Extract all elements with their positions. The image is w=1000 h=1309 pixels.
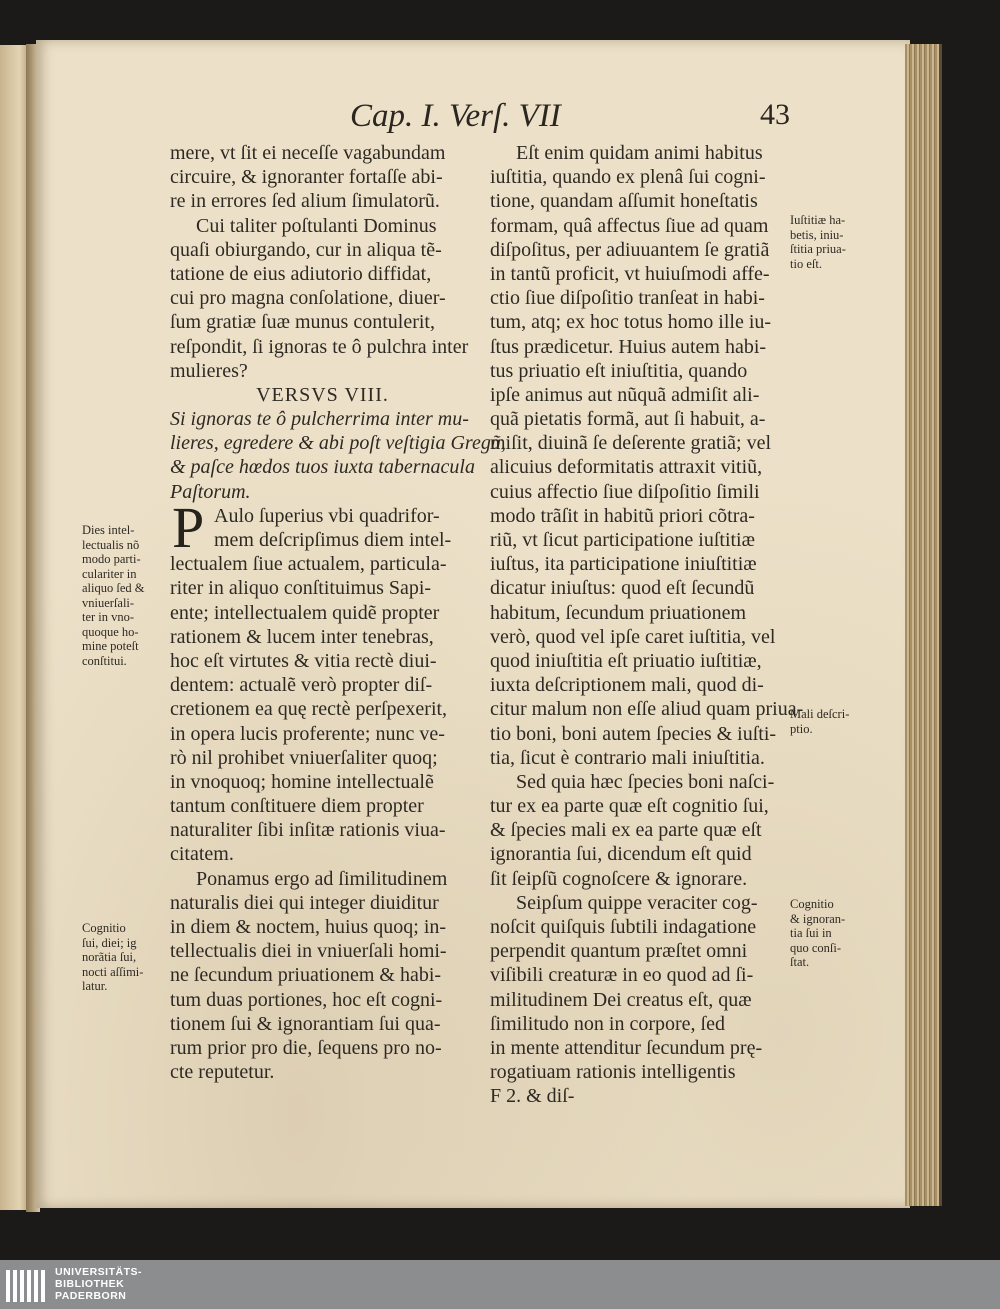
- margin-note-line: conſtitui.: [82, 653, 127, 668]
- text-line: cui pro magna conſolatione, diuer-: [170, 287, 446, 310]
- text-line: citur malum non eſſe aliud quam priua-: [490, 698, 804, 721]
- text-line: Aulo ſuperius vbi quadrifor-: [214, 504, 440, 527]
- text-line: formam, quâ affectus ſiue ad quam: [490, 214, 769, 237]
- text-line: iuſtus, ita participatione iniuſtitiæ: [490, 553, 757, 576]
- margin-note-line: mine poteſt: [82, 639, 139, 653]
- text-line: ſit ſeipſũ cognoſcere & ignorare.: [490, 867, 748, 890]
- text-line: riũ, vt ſicut participatione iuſtitiæ: [490, 529, 755, 551]
- text-line: mere, vt ſit ei neceſſe vagabundam: [170, 142, 446, 164]
- text-line: diſpoſitus, per adiuuantem ſe gratiã: [490, 238, 770, 261]
- text-line: dicatur iniuſtus: quod eſt ſecundũ: [490, 577, 755, 600]
- text-line: miſit, diuinã ſe deſerente gratiã; vel: [490, 432, 772, 455]
- library-logo-text: [55, 1266, 142, 1302]
- margin-note-line: betis, iniu-: [790, 227, 844, 242]
- text-line: ipſe animus aut nũquã admiſit ali-: [490, 383, 760, 406]
- text-line: rò nil prohibet vniuerſaliter quoq;: [170, 746, 438, 769]
- margin-note-cognitio-left: [82, 921, 172, 994]
- margin-note-line: ſui, diei; ig: [82, 935, 137, 950]
- text-line: quaſi obiurgando, cur in aliqua tẽ-: [170, 238, 442, 261]
- margin-note-line: quoque ho-: [82, 624, 139, 639]
- text-line: ſimilitudo non in corpore, ſed: [490, 1012, 725, 1035]
- margin-note-mali: [790, 707, 880, 736]
- text-line: habitum, ſecundum priuationem: [490, 601, 747, 624]
- text-line: alicuius deformitatis attraxit vitiũ,: [490, 456, 763, 479]
- text-line: ente; intellectualem quidẽ propter: [170, 601, 440, 624]
- footer-band: [0, 1260, 1000, 1309]
- running-header: [350, 98, 790, 138]
- text-line: reſpondit, ſi ignoras te ô pulchra inter: [170, 335, 469, 358]
- margin-note-line: Iuſtitiæ ha-: [790, 213, 846, 227]
- text-line: tellectualis diei in vniuerſali homi-: [170, 940, 447, 963]
- text-line: hoc eſt virtutes & vitia rectè diui-: [170, 649, 437, 672]
- text-line: noſcit quiſquis ſubtili indagatione: [490, 916, 757, 938]
- margin-note-line: Mali deſcri-: [790, 707, 850, 721]
- margin-note-line: culariter in: [82, 566, 137, 581]
- text-line: rationem & lucem inter tenebras,: [170, 625, 434, 648]
- text-line: ignorantia ſui, dicendum eſt quid: [490, 843, 752, 866]
- text-line: circuire, & ignoranter fortaſſe abi-: [170, 166, 443, 189]
- margin-note-line: Cognitio: [790, 897, 834, 911]
- text-line: tantum conſtituere diem propter: [170, 795, 424, 818]
- text-line: ne ſecundum priuationem & habi-: [170, 964, 442, 987]
- text-column-left: [170, 141, 506, 1084]
- text-line: & paſce hœdos tuos iuxta tabernacula: [170, 456, 475, 479]
- page-stack-edge: [905, 44, 942, 1206]
- header-title: Cap. I. Verſ. VII: [350, 98, 561, 134]
- text-line: mem deſcripſimus diem intel-: [214, 529, 452, 551]
- margin-note-line: ptio.: [790, 721, 813, 736]
- text-line: tus priuatio eſt iniuſtitia, quando: [490, 359, 748, 382]
- margin-note-line: norãtia ſui,: [82, 950, 137, 964]
- text-line: in mente attenditur ſecundum prę-: [490, 1036, 763, 1059]
- margin-note-line: ſtat.: [790, 955, 810, 969]
- text-line: militudinem Dei creatus eſt, quæ: [490, 988, 752, 1011]
- text-line: verò, quod vel ipſe caret iuſtitia, vel: [490, 625, 776, 648]
- left-page-edge: [0, 45, 28, 1210]
- text-line: mulieres?: [170, 359, 248, 382]
- text-line: re in errores ſed alium ſimulatorũ.: [170, 190, 440, 213]
- text-line: ſum gratiæ ſuæ munus contulerit,: [170, 311, 435, 334]
- text-line: cretionem ea quę rectè perſpexerit,: [170, 698, 448, 721]
- text-line: Si ignoras te ô pulcherrima inter mu-: [170, 408, 469, 431]
- text-line: Ponamus ergo ad ſimilitudinem: [196, 867, 448, 890]
- drop-cap: P: [172, 495, 205, 560]
- text-line: riter in aliquo conſtituimus Sapi-: [170, 577, 432, 600]
- margin-note-line: latur.: [82, 979, 108, 993]
- text-line: in vnoquoq; homine intellectualẽ: [170, 770, 434, 793]
- text-line: & ſpecies mali ex ea parte quæ eſt: [490, 819, 762, 842]
- text-line: Eſt enim quidam animi habitus: [516, 142, 763, 164]
- text-line: iuſtitia, quando ex plenâ ſui cogni-: [490, 166, 766, 189]
- text-line: in tantũ proficit, vt huiuſmodi affe-: [490, 262, 770, 285]
- text-line: Seipſum quippe veraciter cog-: [516, 891, 758, 914]
- text-line: cuius affectio ſiue diſpoſitio ſimili: [490, 480, 760, 503]
- text-line: ſtus prædicetur. Huius autem habi-: [490, 335, 767, 358]
- text-line: quod iniuſtitia eſt priuatio iuſtitiæ,: [490, 649, 762, 672]
- text-line: tum, atq; ex hoc totus homo ille iu-: [490, 311, 772, 334]
- text-line: VERSVS VIII.: [256, 383, 389, 406]
- text-line: F 2. & diſ-: [490, 1085, 575, 1108]
- margin-note-line: Cognitio: [82, 921, 126, 935]
- margin-note-line: nocti aſſimi-: [82, 964, 144, 979]
- text-line: Sed quia hæc ſpecies boni naſci-: [516, 770, 775, 793]
- margin-note-line: ſtitia priua-: [790, 242, 846, 256]
- text-line: quã pietatis formã, aut ſi habuit, a-: [490, 408, 766, 431]
- margin-note-line: vniuerſali-: [82, 595, 135, 610]
- margin-note-line: quo conſi-: [790, 940, 842, 955]
- text-line: ctio ſiue diſpoſitio tranſeat in habi-: [490, 287, 765, 310]
- text-line: tio boni, boni autem ſpecies & iuſti-: [490, 722, 777, 745]
- margin-note-line: tia ſui in: [790, 926, 832, 940]
- logo-line: PADERBORN: [55, 1290, 127, 1302]
- text-line: dentem: actualẽ verò propter diſ-: [170, 674, 433, 697]
- margin-note-cognitio-right: [790, 897, 880, 970]
- text-line: tionem ſui & ignorantiam ſui qua-: [170, 1012, 441, 1035]
- logo-line: BIBLIOTHEK: [55, 1278, 125, 1290]
- text-line: tia, ſicut è contrario mali iniuſtitia.: [490, 746, 765, 769]
- margin-note-line: modo parti-: [82, 552, 141, 566]
- text-line: Paſtorum.: [170, 480, 251, 503]
- margin-note-line: & ignoran-: [790, 911, 846, 926]
- text-line: lectualem ſiue actualem, particula-: [170, 553, 447, 576]
- text-line: citatem.: [170, 843, 234, 866]
- text-line: cte reputetur.: [170, 1061, 275, 1084]
- margin-note-line: ter in vno-: [82, 610, 135, 624]
- page-number: 43: [760, 98, 790, 131]
- margin-note-line: aliquo ſed &: [82, 581, 145, 595]
- text-line: Cui taliter poſtulanti Dominus: [196, 214, 437, 237]
- text-line: viſibili creaturæ in eo quod ad ſi-: [490, 964, 754, 987]
- text-line: naturalis diei qui integer diuiditur: [170, 891, 439, 914]
- text-line: tatione de eius adiutorio diffidat,: [170, 262, 432, 285]
- text-line: naturaliter ſibi inſitæ rationis viua-: [170, 819, 446, 842]
- text-line: iuxta deſcriptionem mali, quod di-: [490, 674, 764, 697]
- text-line: tione, quandam aſſumit honeſtatis: [490, 190, 758, 213]
- margin-note-line: Dies intel-: [82, 523, 135, 537]
- margin-note-line: lectualis nõ: [82, 537, 140, 552]
- margin-note-iustitia: [790, 213, 880, 271]
- text-line: perpendit quantum præſtet omni: [490, 940, 748, 963]
- margin-note-line: tio eſt.: [790, 256, 822, 271]
- text-line: in diem & noctem, huius quoq; in-: [170, 916, 447, 938]
- text-line: modo trãſit in habitũ priori cõtra-: [490, 504, 755, 527]
- text-line: rogatiuam rationis intelligentis: [490, 1061, 736, 1084]
- text-line: rum prior pro die, ſequens pro no-: [170, 1036, 442, 1059]
- text-line: lieres, egredere & abi poſt veſtigia Gregũ,: [170, 432, 506, 455]
- text-line: tur ex ea parte quæ eſt cognitio ſui,: [490, 795, 769, 818]
- text-line: in opera lucis proferente; nunc ve-: [170, 722, 445, 745]
- margin-note-dies: [82, 523, 172, 668]
- text-line: tum duas portiones, hoc eſt cogni-: [170, 988, 443, 1011]
- library-logo-icon: [4, 1266, 48, 1306]
- text-column-right: [490, 141, 804, 1109]
- logo-line: UNIVERSITÄTS-: [55, 1266, 143, 1278]
